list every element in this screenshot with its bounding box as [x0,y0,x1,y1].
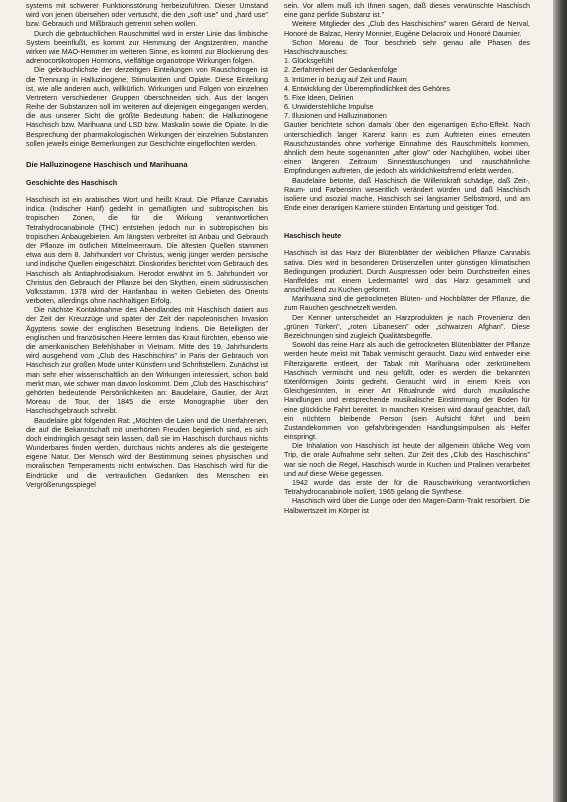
paragraph: Der Kenner unterscheidet an Harzprodukten je nach Provenienz den „grünen Türken", „roten Libanesen" oder „schwarzen Afghan". Diese Bezeichnungen sind zugleich Qualitätsbegriffe. [284,313,530,340]
right-column [284,2,530,516]
paragraph: Die Inhalation von Haschisch ist heute der allgemein übliche Weg vom Trip, die orale Aufnahme sehr selten. Zur Zeit des „Club des Haschischins" war sie noch die Regel, Haschisch wurde in Kuchen und Pralinen verarbeitet und auf diese Weise gegessen. [284,442,530,478]
list-item: 5. Fixe Ideen, Delirien [284,93,354,102]
paragraph: systems mit schwerer Funktionsstörung herbeizuführen. Dieser Umstand wird von jenen übersehen oder vertuscht, die den „soft use" und „hard use" bzw. Gebrauch und Mißbrauch getrennt sehen wollen. [26,2,268,29]
list-item: 4. Entwicklung der Überempfindlichkeit des Gehöres [284,84,450,93]
list-item: 7. Illusionen und Halluzinationen [284,112,387,121]
paragraph: 1942 wurde das erste der für die Rauschwirkung verantwortlichen Tetrahydrocanabinole isoliert, 1965 gelang die Synthese. [284,479,530,497]
paragraph: Die gebräuchlichste der derzeitigen Einteilungen von Rauschdrogen ist die Trennung in Halluzinogene, Stimulantien und Opiate. Diese Einteilung ist, wie alle anderen auch, willkürlich. Wirkungen und Folgen von einzelnen Vertretern verschiedener Gruppen überschneiden sich. Aus der langen Reihe der Substanzen soll im weiteren auf diejenigen eingegangen werden, die aus unserer Sicht die größte Bedeutung haben: die Halluzinogene Haschisch bzw. Marihuana und LSD bzw. Maskalin sowie die Opiate. In die Besprechung der pharmakologischen Wirkungen der einzelnen Substanzen sollen jeweils einige Bemerkungen zur Geschichte eingeflochten werden. [26,66,268,148]
paragraph: Sowohl das reine Harz als auch die getrockneten Blütenblätter der Pflanze werden heute meist mit Tabak vermischt geraucht. Dazu wird entweder eine Filterzigarette entleert, der Tabak mit Marihuana oder zerkrümeltem Haschisch vermischt und neu gefüllt, oder es werden die bekannten tütenförmigen Joints gedreht. Geraucht wird in einem Kreis von Gleichgesinnten, in einer Art Ritualrunde wird durch musikalische Handlungen und entsprechende musikalische Einstimmung der Boden für eine glückliche Fahrt bereitet. In manchen Kreisen wird darauf geachtet, daß ein nüchtern bleibende Person (sein Aufsicht führt und beim Zustandekommen von gefahrbringenden Handlungsimpulsen als Helfer einspringt. [284,341,530,442]
list-item: 6. Unwiderstehliche Impulse [284,103,374,112]
paragraph: Haschisch ist ein arabisches Wort und heißt Kraut. Die Pflanze Cannabis indica (Indischer Hanf) gedeiht in gemäßigten und subtropischen bis tropischen Zonen, die für die Wirkung verantwortlichen Tetrahydrocanabinole (THC) entstehen jedoch nur in subtropischen bis tropischen Anbaugebieten. Am längsten verbreitet ist Anbau und Gebrauch der Pflanze im östlichen Mittelmeerraum. Die ältesten Quellen stammen etwa aus dem 8. Jahrhundert vor Christus, wenig jünger werden persische und indische Quellen eingeschätzt. Dioskorides berichtet vom Gebrauch des Haschisch als Antiaphrodisiakum. Herodot erwähnt im 5. Jahrhundert vor Christus den Gebrauch der Pflanze bei den Skythen, einem südrussischen Volksstamm. 1378 wird der Hanfanbau in weiten Gebieten des Orients verboten, allerdings ohne nachhaltigen Erfolg. [26,196,268,306]
paragraph: Gautier berichtete schon damals über den eigenartigen Echo-Effekt. Nach unterschiedlich langer Karenz kann es zum Auftreten eines erneuten Rauschzustandes ohne vorherige Einnahme des Rauschmittels kommen, ähnlich dem heute sogenannten „after glow" oder Nachglühen, wobei über einen längeren Zeitraum Sinnestäuschungen und rauschähnliche Empfindungen auftreten, die jedoch als wirklichkeitsfremd erlebt werden. [284,121,530,176]
left-column [26,2,268,490]
paragraph: sein. Vor allem muß ich Ihnen sagen, daß dieses verwünschte Haschisch eine ganz perfide Substanz ist." [284,2,530,20]
list-item: 2. Zerfahrenheit der Gedankenfolge [284,66,398,75]
list-item: 1. Glücksgefühl [284,57,334,66]
paragraph: Baudelaire gibt folgenden Rat: „Möchten die Laien und die Unerfahrenen, die auf die Bekanntschaft mit unerhörten Freuden begierlich sind, es sich doch eindringlich gesagt sein lassen, daß sie im Haschisch durchaus nichts Wunderbares finden werden, durchaus nichts anderes als die gesteigerte eigene Natur. Der Mensch wird der Bestimmung seines physischen und moralischen Temperaments nicht entwischen. Das Haschisch wird für die Eindrücke und die vertraulichen Gedanken des Menschen ein Vergrößerungsspiegel [26,416,268,489]
paragraph: Marihuana sind die getrockneten Blüten- und Hochblätter der Pflanze, die zum Rauchen geschnetzelt werden. [284,295,530,313]
page-edge-shadow [553,0,567,802]
paragraph: Weitere Mitglieder des „Club des Haschischins" waren Gérard de Nerval, Honoré de Balzac, Henry Monnier, Eugène Delacroix und Honoré Daumier. [284,20,530,38]
paragraph: Haschisch wird über die Lunge oder den Magen-Darm-Trakt resorbiert. Die Halbwertszeit im Körper ist [284,497,530,515]
list-item: 3. Irrtümer in bezug auf Zeit und Raum [284,75,407,84]
section-heading: Die Halluzinogene Haschisch und Marihuana [26,160,188,169]
paragraph: Schon Moreau de Tour beschrieb sehr genau alle Phasen des Haschischrausches: [284,38,530,56]
paragraph: Haschisch ist das Harz der Blütenblätter der weiblichen Pflanze Cannabis sativa. Dies wird in besonderen Drüsenzellen unter günstigen klimatischen Bedingungen produziert. Durch Auspressen oder beim Durchstreifen eines Hanffeldes mit einem Ledermantel wird das Harz gesammelt und anschließend zu Kuchen geformt. [284,249,530,295]
paragraph: Die nächste Kontaktnahme des Abendlandes mit Haschisch datiert aus der Zeit der Kreuzzüge und später der Zeit der napoleonischen Invasion Ägyptens sowie der englischen Besetzung Indiens. Die Beteiligten der englischen und französischen Heere lernten das Kraut fürchten, ebenso wie die amerikanischen Befehlshaber in Vietnam. Mitte des 19. Jahrhunderts wird ausgehend vom „Club des Haschischins" in Paris der Gebrauch von Haschisch zur großen Mode unter Künstlern und Schriftstellern. Zunächst ist man sehr eher wissenschaftlich an den Wirkungen interessiert, schon bald merkt man, wie schwer man davon loskommt. Dem „Club des Haschischins" gehörten bedeutende Persönlichkeiten an: Baudelaire, Gautier, der Arzt Moreau de Tour, der 1845 die erste Monographie über den Haschischgebrauch schreibt. [26,306,268,416]
phases-list [284,57,530,121]
paragraph: Baudelaire betonte, daß Haschisch die Willenskraft schädige, daß Zeit-, Raum- und Farbensinn wesentlich verändert würden und daß Haschisch isoliere und asozial mache. Haschisch sei langsamer Selbstmord, und am Ende einer derartigen Karriere stünden Entartung und geistiger Tod. [284,176,530,213]
spacer [284,213,530,231]
subheading-today: Haschisch heute [284,231,342,241]
subheading-history: Geschichte des Haschisch [26,178,118,187]
paragraph: Durch die gebräuchlichen Rauschmittel wird in erster Linie das limbische System beeinflußt, es kommt zur Hemmung der Angstzentren, manche wirken wie MAO-Hemmer im weiteren Sinne, es kommt zur Blockierung des adrenocortikotropen Hormons, vielfältige organotrope Wirkungen folgen. [26,29,268,66]
